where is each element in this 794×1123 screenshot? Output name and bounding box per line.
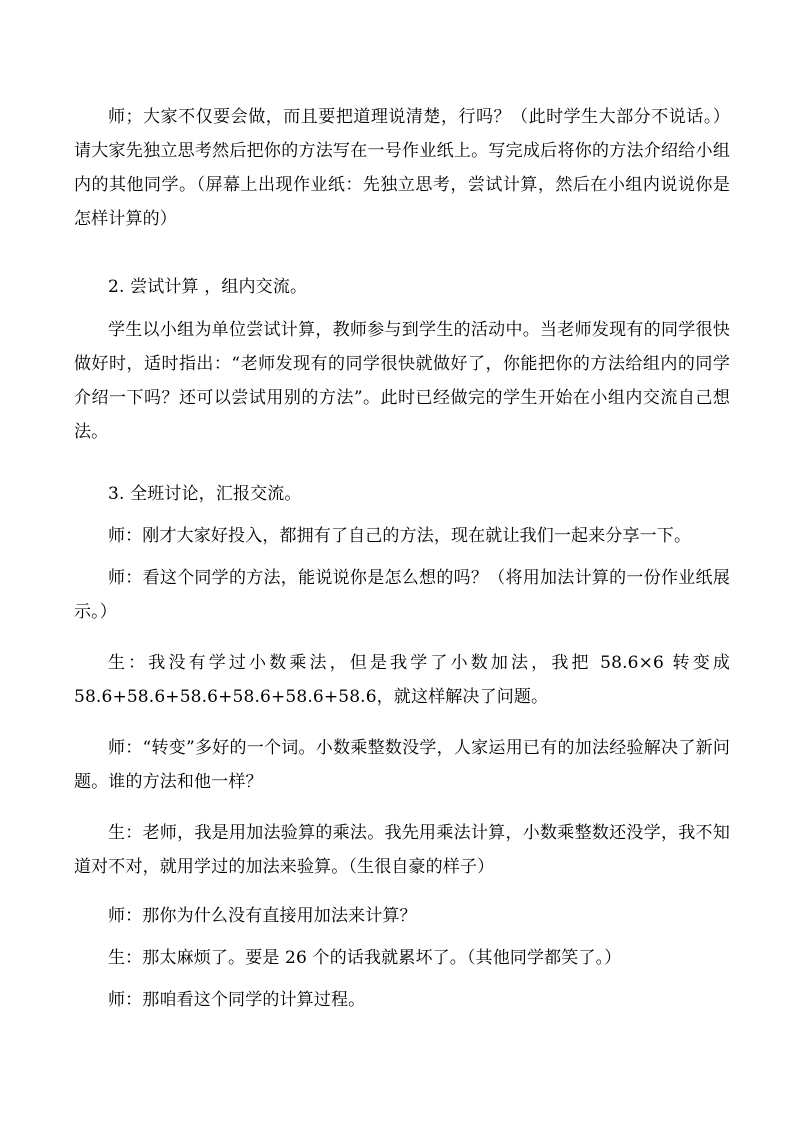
heading-step-2: 2. 尝试计算 ，组内交流。 xyxy=(108,277,308,297)
paragraph-teacher-why: 师：那你为什么没有直接用加法来计算？ xyxy=(108,906,417,926)
paragraph-student-tired: 生：那太麻烦了。要是 26 个的话我就累坏了。（其他同学都笑了。） xyxy=(108,948,622,968)
paragraph-student-verify: 生：老师，我是用加法验算的乘法。我先用乘法计算，小数乘整数还没学，我不知道对不对，就用学过的加法来验算。（生很自豪的样子） xyxy=(74,823,730,877)
paragraph-teacher-transform: 师：“转变”多好的一个词。小数乘整数没学，人家运用已有的加法经验解决了新问题。谁的方法和他一样？ xyxy=(74,738,730,792)
paragraph-teacher-share: 师：刚才大家好投入，都拥有了自己的方法，现在就让我们一起来分享一下。 xyxy=(108,526,692,546)
paragraph-student-addition: 生：我没有学过小数乘法，但是我学了小数加法，我把 58.6×6 转变成 58.6+58.6+58.6+58.6+58.6+58.6，就这样解决了问题。 xyxy=(74,653,730,707)
paragraph-teacher-next: 师：那咱看这个同学的计算过程。 xyxy=(108,990,366,1010)
paragraph-teacher-ask: 师：看这个同学的方法，能说说你是怎么想的吗？（将用加法计算的一份作业纸展示。） xyxy=(74,568,730,622)
paragraph-group-activity: 学生以小组为单位尝试计算，教师参与到学生的活动中。当老师发现有的同学很快做好时，适时指出：“老师发现有的同学很快就做好了，你能把你的方法给组内的同学介绍一下吗？还可以尝试用别的方法”。此时已经做完的学生开始在小组内交流自己想法。 xyxy=(74,320,730,442)
heading-step-3: 3. 全班讨论，汇报交流。 xyxy=(108,484,302,504)
paragraph-teacher-instructions: 师；大家不仅要会做，而且要把道理说清楚，行吗？（此时学生大部分不说话。）请大家先独立思考然后把你的方法写在一号作业纸上。写完成后将你的方法介绍给小组内的其他同学。（屏幕上出现作业纸：先独立思考，尝试计算，然后在小组内说说你是怎样计算的） xyxy=(74,107,730,229)
